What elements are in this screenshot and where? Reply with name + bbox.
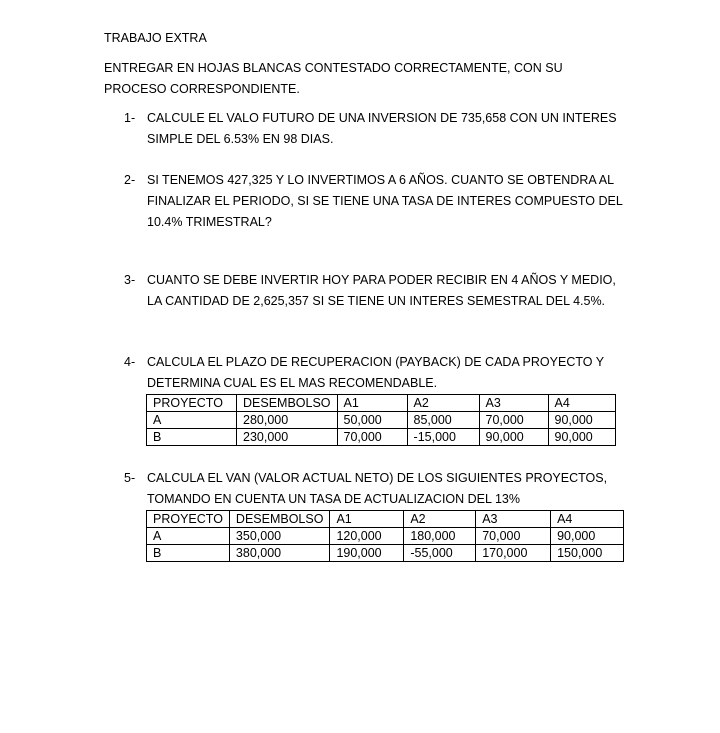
- table-row: [147, 412, 616, 429]
- table-cell: 90,000: [551, 528, 624, 545]
- table-cell: 90,000: [548, 429, 615, 446]
- question-3: [124, 270, 624, 312]
- table-cell: 230,000: [237, 429, 338, 446]
- table-cell: 180,000: [404, 528, 476, 545]
- table-cell: -15,000: [407, 429, 479, 446]
- question-text: CALCULE EL VALO FUTURO DE UNA INVERSION DE 735,658 CON UN INTERES SIMPLE DEL 6.53% EN 98 DIAS.: [147, 111, 617, 146]
- table-cell: 190,000: [330, 545, 404, 562]
- table-header-cell: A4: [548, 395, 615, 412]
- table-cell: B: [147, 429, 237, 446]
- table-header-cell: A2: [404, 511, 476, 528]
- table-cell: 280,000: [237, 412, 338, 429]
- van-table: [146, 510, 624, 562]
- table-header-cell: A2: [407, 395, 479, 412]
- table-cell: 350,000: [229, 528, 330, 545]
- question-number: 5-: [124, 471, 136, 485]
- table-header-cell: A3: [479, 395, 548, 412]
- table-cell: A: [147, 528, 230, 545]
- question-text: CALCULA EL VAN (VALOR ACTUAL NETO) DE LOS SIGUIENTES PROYECTOS, TOMANDO EN CUENTA UN TASA DE ACTUALIZACION DEL 13%: [147, 471, 608, 506]
- table-cell: 70,000: [476, 528, 551, 545]
- document-title: TRABAJO EXTRA: [104, 31, 207, 45]
- question-1: [124, 108, 624, 150]
- table-cell: 170,000: [476, 545, 551, 562]
- table-cell: -55,000: [404, 545, 476, 562]
- payback-table: [146, 394, 616, 446]
- table-header-cell: A1: [330, 511, 404, 528]
- table-cell: 85,000: [407, 412, 479, 429]
- question-number: 3-: [124, 273, 136, 287]
- table-cell: 50,000: [337, 412, 407, 429]
- question-number: 4-: [124, 355, 136, 369]
- table-header-cell: A1: [337, 395, 407, 412]
- table-row: [147, 545, 624, 562]
- table-cell: 120,000: [330, 528, 404, 545]
- table-header-cell: PROYECTO: [147, 395, 237, 412]
- question-4: [124, 352, 624, 446]
- question-text: CUANTO SE DEBE INVERTIR HOY PARA PODER RECIBIR EN 4 AÑOS Y MEDIO, LA CANTIDAD DE 2,625,357 SI SE TIENE UN INTERES SEMESTRAL DEL 4.5%.: [147, 273, 616, 308]
- table-cell: B: [147, 545, 230, 562]
- table-header-cell: PROYECTO: [147, 511, 230, 528]
- question-5: [124, 468, 624, 562]
- table-cell: 70,000: [479, 412, 548, 429]
- intro-instructions: ENTREGAR EN HOJAS BLANCAS CONTESTADO CORRECTAMENTE, CON SU PROCESO CORRESPONDIENTE.: [104, 61, 563, 96]
- table-cell: 90,000: [548, 412, 615, 429]
- question-number: 1-: [124, 111, 136, 125]
- table-cell: 380,000: [229, 545, 330, 562]
- table-header-row: [147, 511, 624, 528]
- question-text: CALCULA EL PLAZO DE RECUPERACION (PAYBACK) DE CADA PROYECTO Y DETERMINA CUAL ES EL MAS RECOMENDABLE.: [147, 355, 604, 390]
- table-row: [147, 429, 616, 446]
- table-header-row: [147, 395, 616, 412]
- question-2: [124, 170, 624, 233]
- question-number: 2-: [124, 173, 136, 187]
- question-text: SI TENEMOS 427,325 Y LO INVERTIMOS A 6 AÑOS. CUANTO SE OBTENDRA AL FINALIZAR EL PERIODO, SI SE TIENE UNA TASA DE INTERES COMPUESTO DEL 10.4% TRIMESTRAL?: [147, 173, 623, 229]
- table-cell: 90,000: [479, 429, 548, 446]
- table-cell: A: [147, 412, 237, 429]
- table-cell: 150,000: [551, 545, 624, 562]
- table-header-cell: A4: [551, 511, 624, 528]
- table-row: [147, 528, 624, 545]
- table-cell: 70,000: [337, 429, 407, 446]
- table-header-cell: DESEMBOLSO: [237, 395, 338, 412]
- table-header-cell: DESEMBOLSO: [229, 511, 330, 528]
- table-header-cell: A3: [476, 511, 551, 528]
